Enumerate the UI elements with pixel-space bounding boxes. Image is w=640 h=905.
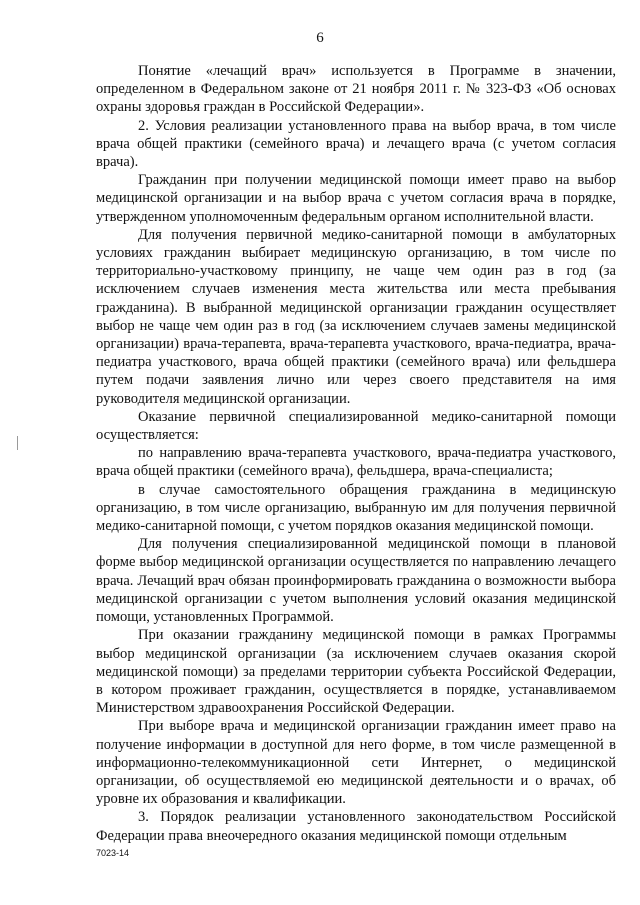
- paragraph-right-to-choose: Гражданин при получении медицинской помощи имеет право на выбор медицинской организации и на выбор врача с учетом согласия врача в порядке, утвержденном уполномоченным федеральным органом исполнительной власти.: [96, 172, 616, 225]
- document-code: 7023-14: [96, 848, 130, 858]
- paragraph-section-3-heading: 3. Порядок реализации установленного законодательством Российской Федерации права внеочередного оказания медицинской помощи отдельным: [96, 809, 616, 844]
- page-number: 6: [316, 30, 324, 46]
- paragraph-referral-item: по направлению врача-терапевта участкового, врача-педиатра участкового, врача общей практики (семейного врача), фельдшера, врача-специалиста;: [96, 445, 616, 480]
- scan-artifact-mark: [17, 436, 18, 450]
- paragraph-outside-region: При оказании гражданину медицинской помощи в рамках Программы выбор медицинской организации (за исключением случаев оказания скорой медицинской помощи) за пределами территории субъекта Российской Федерации, в котором проживает гражданин, осуществляется в порядке, устанавливаемом Министерством здравоохранения Российской Федерации.: [96, 627, 616, 717]
- paragraph-information-right: При выборе врача и медицинской организации гражданин имеет право на получение информации в доступной для него форме, в том числе размещенной в информационно-телекоммуникационной сети Интернет, о медицинской организации, об осуществляемой ею медицинской деятельности и о врачах, об уровне их образования и квалификации.: [96, 718, 616, 808]
- paragraph-planned-specialized-care: Для получения специализированной медицинской помощи в плановой форме выбор медицинской организации осуществляется по направлению лечащего врача. Лечащий врач обязан проинформировать гражданина о возможности выбора медицинской организации с учетом выполнения условий оказания медицинской помощи, установленных Программой.: [96, 536, 616, 626]
- paragraph-primary-care-choice: Для получения первичной медико-санитарной помощи в амбулаторных условиях гражданин выбирает медицинскую организацию, в том числе по территориально-участковому принципу, не чаще чем один раз в год (за исключением случаев изменения места жительства или места пребывания гражданина). В выбранной медицинской организации гражданин осуществляет выбор не чаще чем один раз в год (за исключением случаев замены медицинской организации) врача-терапевта, врача-терапевта участкового, врача-педиатра, врача-педиатра участкового, врача общей практики (семейного врача) или фельдшера путем подачи заявления лично или через своего представителя на имя руководителя медицинской организации.: [96, 226, 616, 407]
- paragraph-self-referral-item: в случае самостоятельного обращения гражданина в медицинскую организацию, в том числе организацию, выбранную им для получения первичной медико-санитарной помощи, с учетом порядков оказания медицинской помощи.: [96, 481, 616, 535]
- document-body: [96, 62, 616, 845]
- paragraph-section-2-heading: 2. Условия реализации установленного права на выбор врача, в том числе врача общей практики (семейного врача) и лечащего врача (с учетом согласия врача).: [96, 117, 616, 171]
- paragraph-treating-doctor-definition: Понятие «лечащий врач» используется в Программе в значении, определенном в Федеральном законе от 21 ноября 2011 г. № 323-ФЗ «Об основах охраны здоровья граждан в Российской Федерации».: [96, 63, 616, 116]
- paragraph-specialized-primary-care: Оказание первичной специализированной медико-санитарной помощи осуществляется:: [96, 408, 616, 444]
